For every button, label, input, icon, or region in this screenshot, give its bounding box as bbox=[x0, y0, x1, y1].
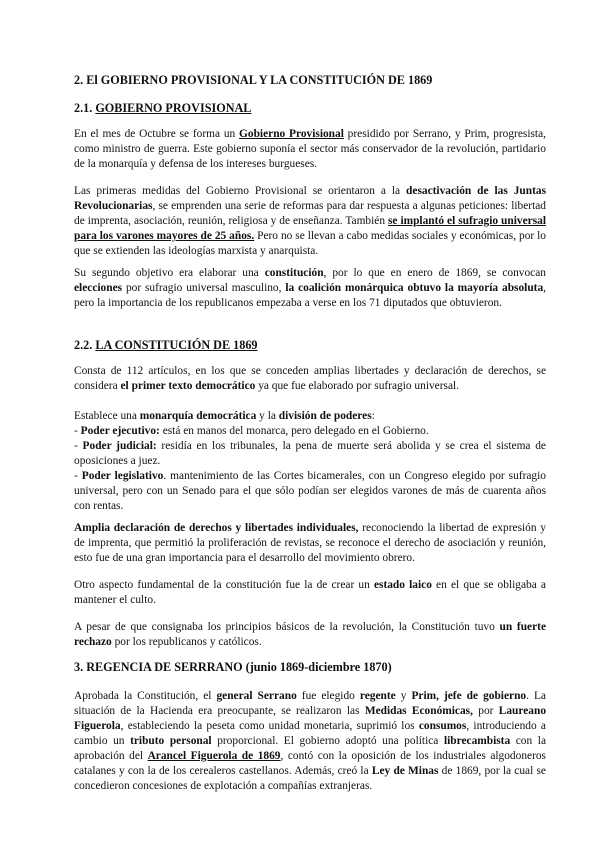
paragraph: Las primeras medidas del Gobierno Provisional se orientaron a la desactivación de las Juntas Revolucionarias, se emprenden una serie de reformas para dar respuesta a algunas peticiones: libertad de imprenta, asociación, reunión, religiosa y de enseñanza. También se implantó el sufragio universal para los varones mayores de 25 años. Pero no se llevan a cabo medidas sociales y económicas, por lo que se extienden las ideologías marxista y anarquista. bbox=[74, 185, 547, 257]
emphasis: un fuerte rechazo bbox=[74, 621, 546, 648]
powers-list bbox=[74, 409, 546, 514]
list-item: - Poder ejecutivo: está en manos del monarca, pero delegado en el Gobierno. bbox=[74, 425, 429, 437]
list-item: - Poder legislativo. mantenimiento de las Cortes bicamerales, con un Congreso elegido por sufragio universal, pero con un Senado para el que sólo podían ser elegidos varones de más de cuarenta años con rentas. bbox=[74, 470, 546, 512]
emphasis: Laureano Figuerola bbox=[74, 705, 547, 732]
list-intro: Establece una monarquía democrática y la división de poderes: bbox=[74, 410, 375, 422]
emphasis: Amplia declaración de derechos y libertades individuales, bbox=[74, 522, 359, 534]
emphasis: Ley de Minas bbox=[371, 765, 439, 777]
emphasis: se implantó el sufragio universal para los varones mayores de 25 años. bbox=[74, 215, 546, 242]
emphasis: división de poderes bbox=[278, 410, 372, 422]
emphasis: librecambista bbox=[443, 735, 511, 747]
section-2-2-title: LA CONSTITUCIÓN DE 1869 bbox=[95, 338, 258, 352]
emphasis: monarquía democrática bbox=[139, 410, 257, 422]
emphasis: Poder legislativo bbox=[81, 470, 164, 482]
list-item: - Poder judicial: residía en los tribunales, la pena de muerte será abolida y se crea el sistema de oposiciones a juez. bbox=[74, 440, 546, 467]
section-3-heading: 3. REGENCIA DE SERRRANO (junio 1869-diciembre 1870) bbox=[74, 660, 392, 674]
paragraph: Su segundo objetivo era elaborar una constitución, por lo que en enero de 1869, se convocan elecciones por sufragio universal masculino, la coalición monárquica obtuvo la mayoría absoluta, pero la importancia de los republicanos empezaba a verse en los 71 diputados que obtuvieron. bbox=[74, 267, 547, 309]
emphasis: la coalición monárquica obtuvo la mayoría absoluta bbox=[285, 282, 544, 294]
emphasis: Medidas Económicas, bbox=[364, 705, 473, 717]
paragraph: Aprobada la Constitución, el general Serrano fue elegido regente y Prim, jefe de gobierno. La situación de la Hacienda era preocupante, se realizaron las Medidas Económicas, por Laureano Figuerola, estableciendo la peseta como unidad monetaria, suprimió los consumos, introduciendo a cambio un tributo personal proporcional. El gobierno adoptó una política librecambista con la aprobación del Arancel Figuerola de 1869, contó con la oposición de los industriales algodoneros catalanes y con la de los cerealeros castellanos. Además, creó la Ley de Minas de 1869, por la cual se concedieron concesiones de explotación a compañías extranjeras. bbox=[74, 690, 547, 792]
paragraph: Consta de 112 artículos, en los que se conceden amplias libertades y declaración de derechos, se considera el primer texto democrático ya que fue elaborado por sufragio universal. bbox=[74, 365, 546, 392]
emphasis: Gobierno Provisional bbox=[239, 128, 344, 140]
emphasis: consumos bbox=[418, 720, 467, 732]
emphasis: Prim, jefe de gobierno bbox=[411, 690, 527, 702]
emphasis: estado laico bbox=[373, 579, 432, 591]
paragraph: En el mes de Octubre se forma un Gobierno Provisional presidido por Serrano, y Prim, progresista, como ministro de guerra. Este gobierno suponía el sector más conservador de la revolución, partidario de la monarquía y defensa de los intereses burgueses. bbox=[74, 128, 546, 170]
emphasis: el primer texto democrático bbox=[120, 380, 256, 392]
emphasis: general Serrano bbox=[216, 690, 297, 702]
emphasis: Poder judicial: bbox=[82, 440, 157, 452]
emphasis: elecciones bbox=[74, 282, 123, 294]
section-2-1-heading: 2.1. GOBIERNO PROVISIONAL bbox=[74, 101, 252, 115]
emphasis: Arancel Figuerola de 1869 bbox=[147, 750, 281, 762]
section-2-2-heading: 2.2. LA CONSTITUCIÓN DE 1869 bbox=[74, 338, 258, 352]
main-heading: 2. El GOBIERNO PROVISIONAL Y LA CONSTITUCIÓN DE 1869 bbox=[74, 73, 433, 87]
emphasis: tributo personal bbox=[130, 735, 212, 747]
section-2-1-title: GOBIERNO PROVISIONAL bbox=[95, 101, 252, 115]
emphasis: desactivación de las Juntas Revolucionarias bbox=[74, 185, 547, 212]
emphasis: Poder ejecutivo: bbox=[80, 425, 160, 437]
paragraph: Amplia declaración de derechos y libertades individuales, reconociendo la libertad de expresión y de imprenta, que permitió la proliferación de revistas, se reconoce el derecho de asociación y reunión, esto fue de una gran importancia para el desarrollo del movimiento obrero. bbox=[74, 522, 546, 564]
paragraph: A pesar de que consignaba los principios básicos de la revolución, la Constitución tuvo un fuerte rechazo por los republicanos y católicos. bbox=[74, 621, 546, 648]
paragraph: Otro aspecto fundamental de la constitución fue la de crear un estado laico en el que se obligaba a mantener el culto. bbox=[74, 579, 546, 606]
emphasis: regente bbox=[359, 690, 396, 702]
emphasis: constitución bbox=[264, 267, 324, 279]
